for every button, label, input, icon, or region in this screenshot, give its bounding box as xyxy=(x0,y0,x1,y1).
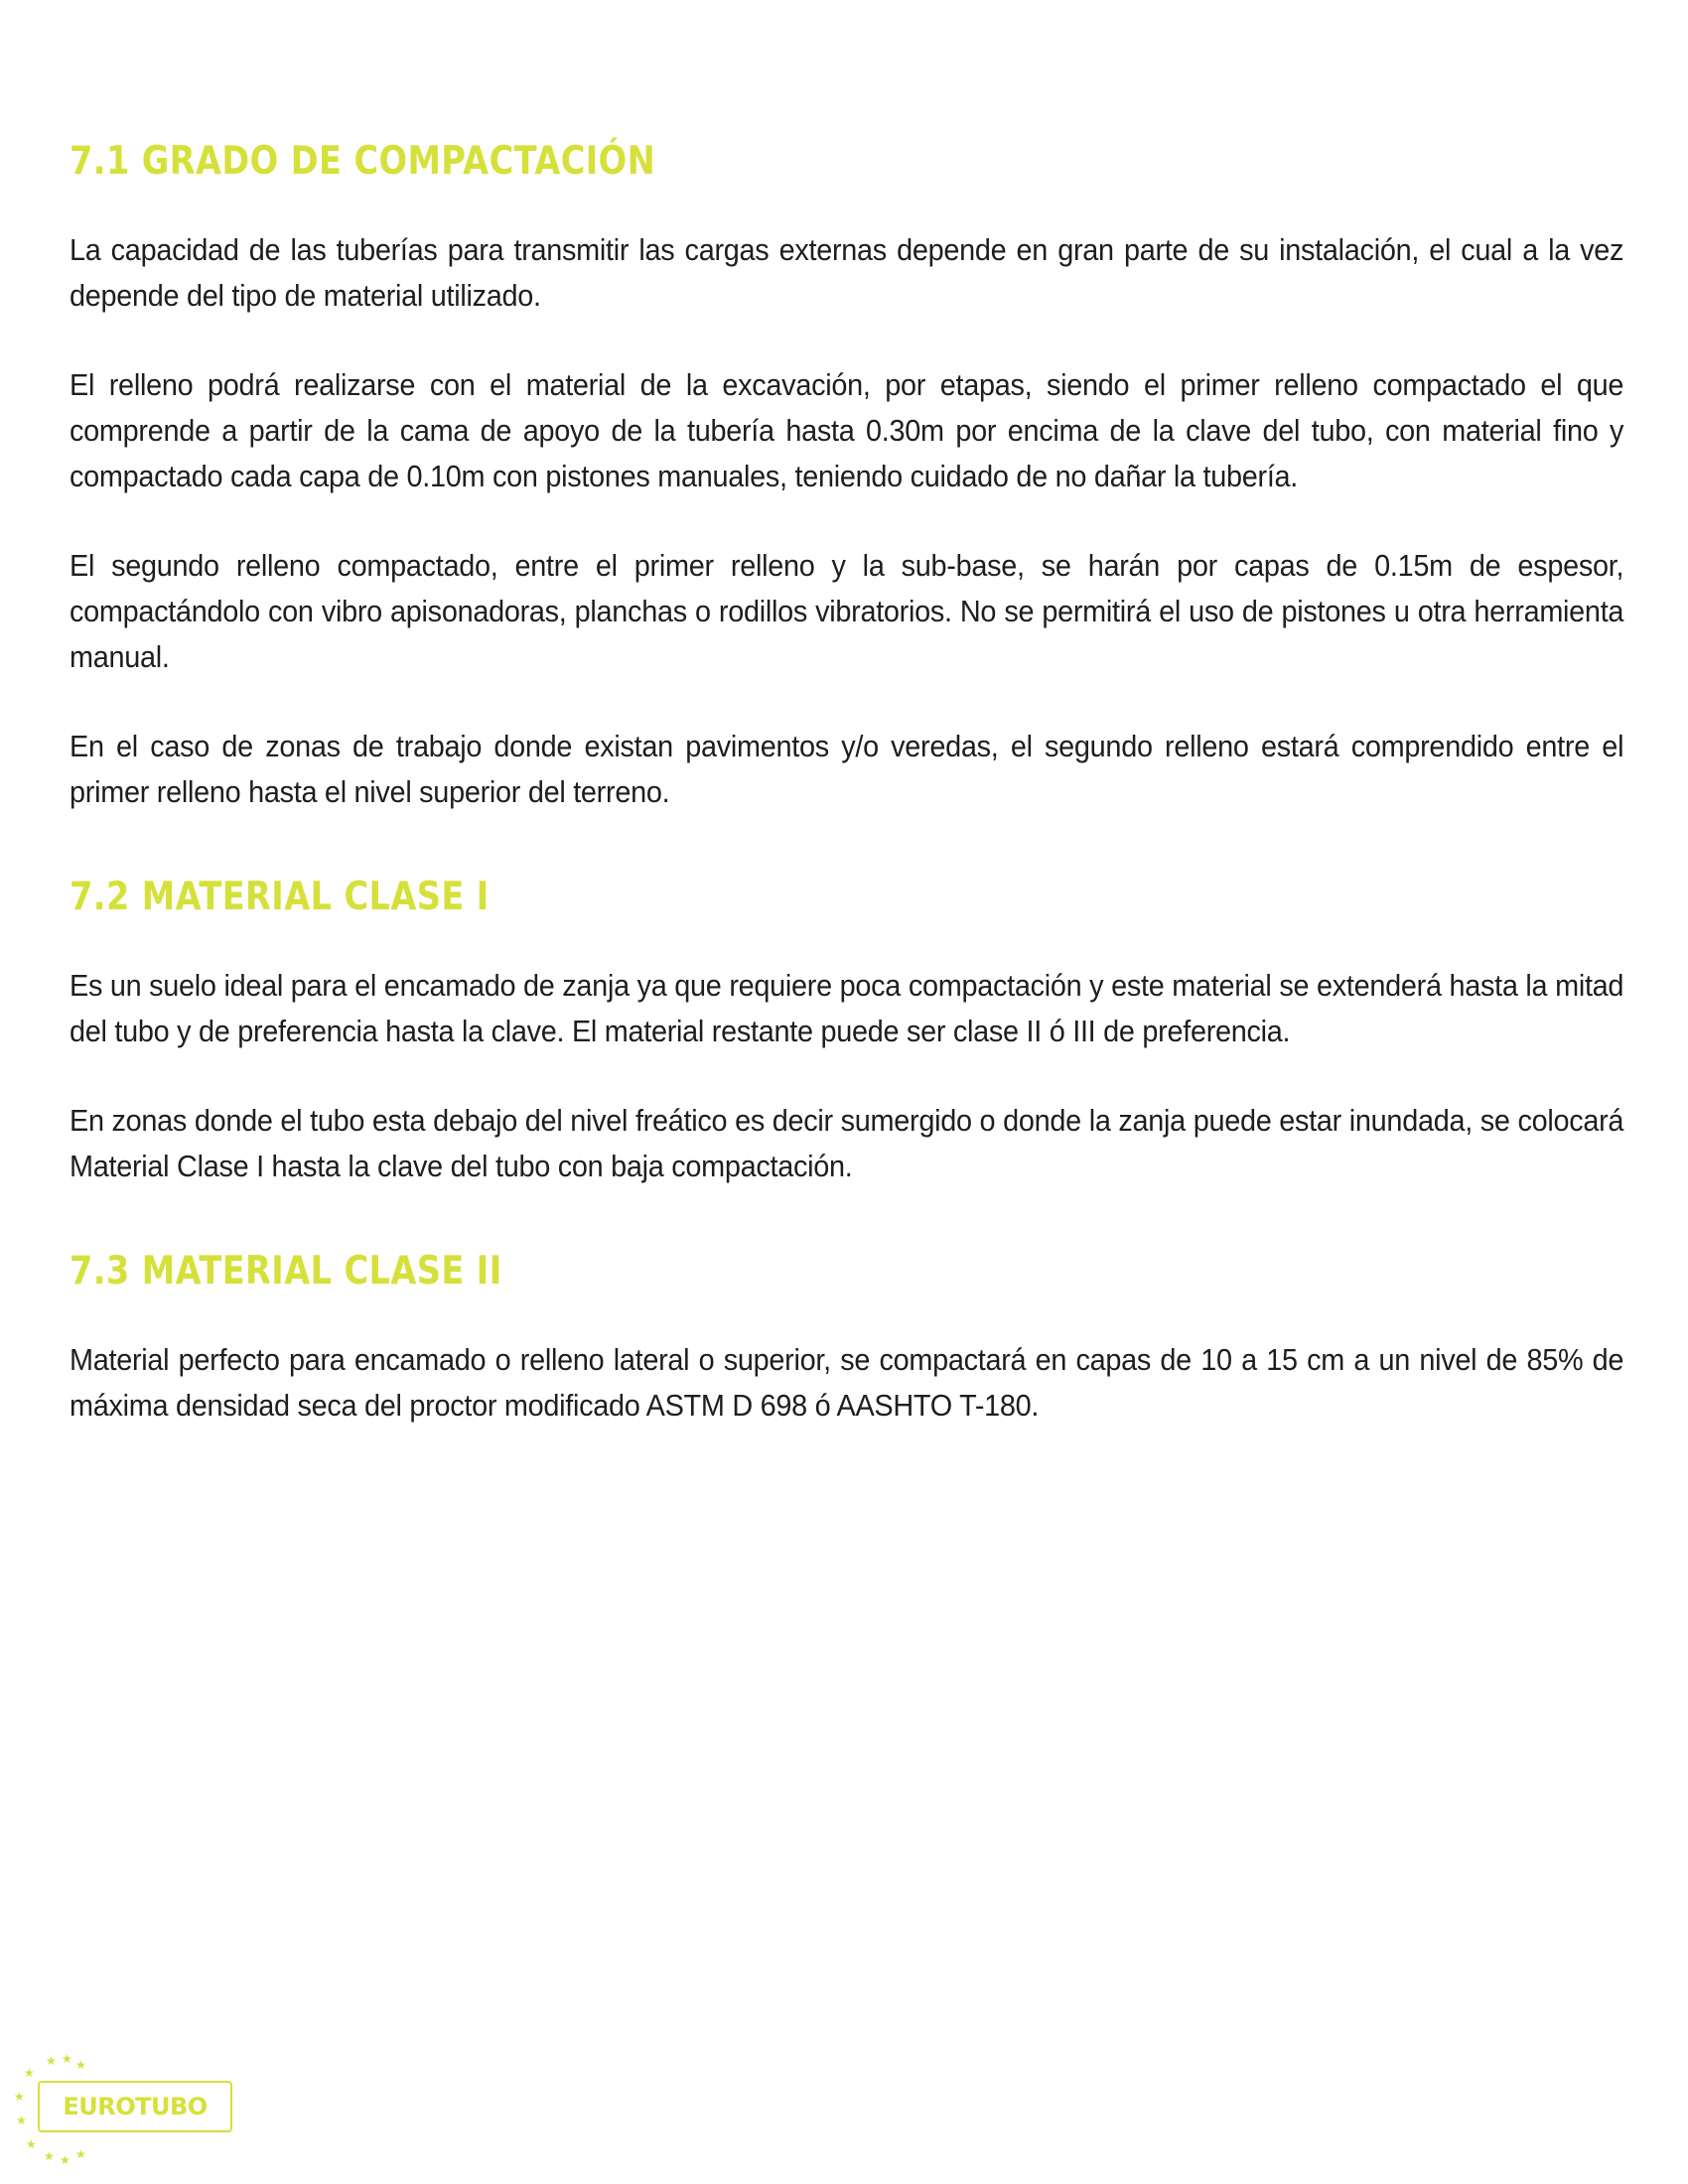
section-title: 7.2 MATERIAL CLASE I xyxy=(70,875,490,919)
paragraph: El relleno podrá realizarse con el material de la excavación, por etapas, siendo el primer relleno compactado el que comprende a partir de la cama de apoyo de la tubería hasta 0.30m por encima de la clave del tubo, con material fino y compactado cada capa de 0.10m con pistones manuales, teniendo cuidado de no dañar la tubería. xyxy=(70,367,1624,493)
logo-box xyxy=(38,2081,232,2132)
paragraph: En zonas donde el tubo esta debajo del nivel freático es decir sumergido o donde la zanja puede estar inundada, se colocará Material Clase I hasta la clave del tubo con baja compactación. xyxy=(70,1103,1624,1183)
star-icon: ★ xyxy=(46,2054,57,2068)
paragraph: Material perfecto para encamado o relleno lateral o superior, se compactará en capas de 10 a 15 cm a un nivel de 85% de máxima densidad seca del proctor modificado ASTM D 698 ó AASHTO T-180. xyxy=(70,1342,1624,1423)
paragraph: En el caso de zonas de trabajo donde existan pavimentos y/o veredas, el segundo relleno estará comprendido entre el primer relleno hasta el nivel superior del terreno. xyxy=(70,729,1624,809)
section-material-clase-i xyxy=(70,875,1623,1189)
section-title: 7.1 GRADO DE COMPACTACIÓN xyxy=(70,139,656,184)
star-icon: ★ xyxy=(26,2137,37,2151)
star-icon: ★ xyxy=(24,2066,35,2080)
section-material-clase-ii xyxy=(70,1249,1623,1429)
star-icon: ★ xyxy=(44,2149,55,2163)
paragraph: La capacidad de las tuberías para transmitir las cargas externas depende en gran parte de su instalación, el cual a la vez depende del tipo de material utilizado. xyxy=(70,232,1624,313)
section-grado-de-compactacion xyxy=(70,139,1623,815)
star-icon: ★ xyxy=(60,2153,70,2167)
logo-text: EUROTUBO xyxy=(63,2093,208,2120)
paragraph: Es un suelo ideal para el encamado de zanja ya que requiere poca compactación y este material se extenderá hasta la mitad del tubo y de preferencia hasta la clave. El material restante puede ser clase II ó III de preferencia. xyxy=(70,968,1624,1048)
star-icon: ★ xyxy=(16,2114,27,2127)
section-title: 7.3 MATERIAL CLASE II xyxy=(70,1249,502,1294)
star-icon: ★ xyxy=(75,2147,86,2161)
paragraph: El segundo relleno compactado, entre el primer relleno y la sub-base, se harán por capas de 0.15m de espesor, compactándolo con vibro apisonadoras, planchas o rodillos vibratorios. No se permitirá el uso de pistones u otra herramienta manual. xyxy=(70,548,1624,674)
star-icon: ★ xyxy=(75,2058,86,2072)
star-icon: ★ xyxy=(14,2090,25,2104)
eurotubo-logo xyxy=(6,2053,244,2172)
star-icon: ★ xyxy=(62,2052,72,2066)
document-page xyxy=(70,139,1623,1472)
